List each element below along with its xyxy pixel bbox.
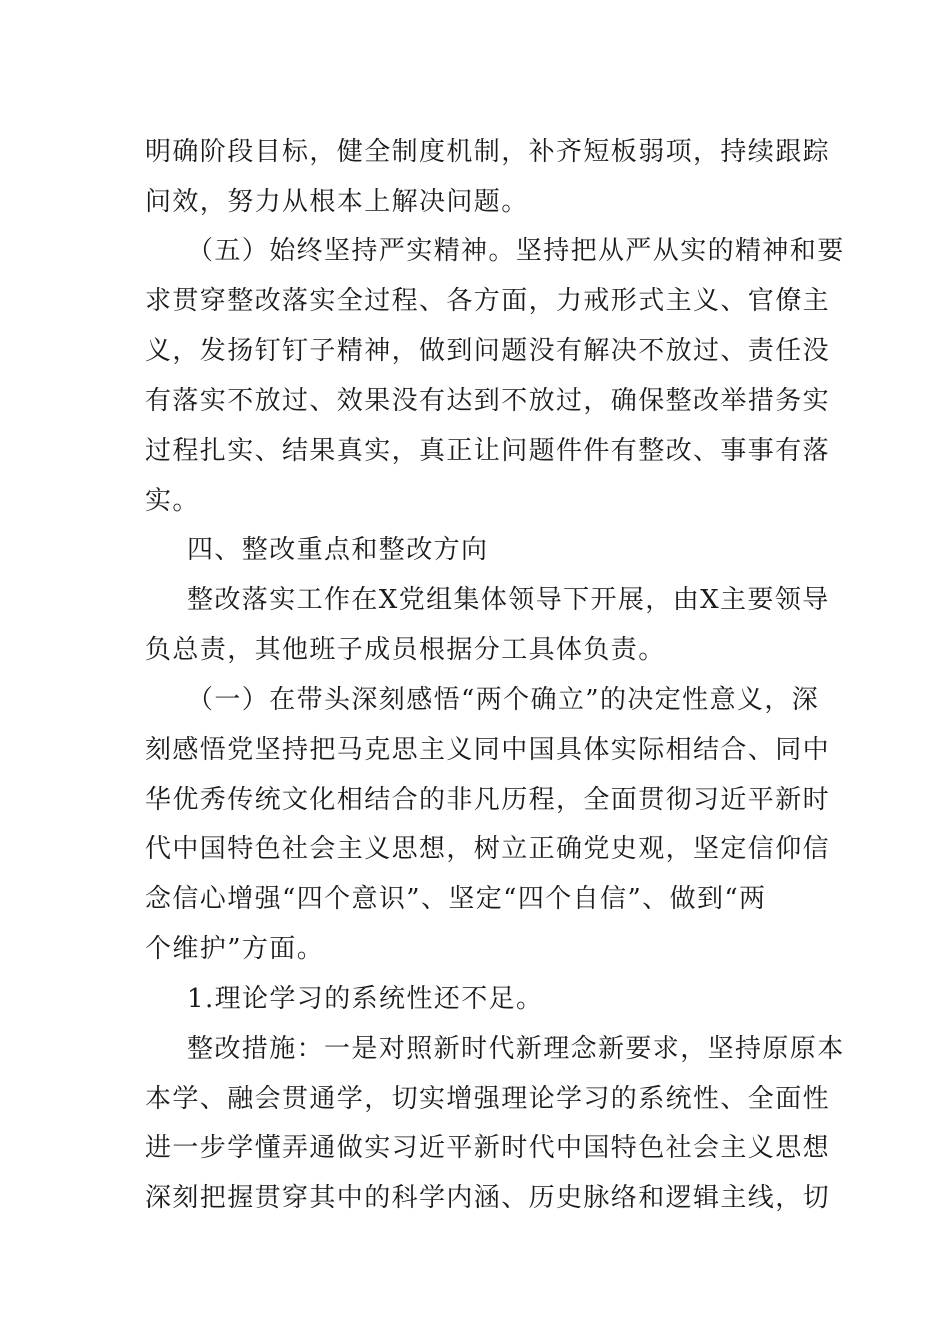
paragraph-line: 念信心增强“四个意识”、坚定“四个自信”、做到“两 — [145, 884, 767, 914]
paragraph-line: 本学、融会贯通学，切实增强理论学习的系统性、全面性 — [145, 1084, 831, 1114]
paragraph-line: 过程扎实、结果真实，真正让问题件件有整改、事事有落 — [145, 436, 831, 466]
paragraph-line: 问效，努力从根本上解决问题。 — [145, 187, 529, 217]
section-heading-five: （五）始终坚持严实精神。坚持把从严从实的精神和要 — [187, 236, 845, 266]
paragraph-line: 华优秀传统文化相结合的非凡历程，全面贯彻习近平新时 — [145, 785, 831, 815]
paragraph-line: 深刻把握贯穿其中的科学内涵、历史脉络和逻辑主线，切 — [145, 1183, 831, 1213]
paragraph-line: 整改落实工作在X党组集体领导下开展，由X主要领导 — [187, 585, 830, 615]
paragraph-line: 代中国特色社会主义思想，树立正确党史观，坚定信仰信 — [145, 834, 831, 864]
paragraph-line: 实。 — [145, 486, 200, 516]
paragraph-line: 义，发扬钉钉子精神，做到问题没有解决不放过、责任没 — [145, 336, 831, 366]
subsection-heading-one: （一）在带头深刻感悟“两个确立”的决定性意义，深 — [187, 685, 820, 715]
paragraph-line: 刻感悟党坚持把马克思主义同中国具体实际相结合、同中 — [145, 735, 831, 765]
paragraph-line: 求贯穿整改落实全过程、各方面，力戒形式主义、官僚主 — [145, 286, 831, 316]
paragraph-line: 整改措施：一是对照新时代新理念新要求，坚持原原本 — [187, 1034, 845, 1064]
paragraph-line: 负总责，其他班子成员根据分工具体负责。 — [145, 635, 666, 665]
item-heading-1: 1.理论学习的系统性还不足。 — [187, 984, 544, 1014]
paragraph-line: 明确阶段目标，健全制度机制，补齐短板弱项，持续跟踪 — [145, 137, 831, 167]
paragraph-line: 进一步学懂弄通做实习近平新时代中国特色社会主义思想 — [145, 1133, 831, 1163]
paragraph-line: 有落实不放过、效果没有达到不放过，确保整改举措务实 — [145, 386, 831, 416]
section-heading-four: 四、整改重点和整改方向 — [187, 535, 489, 565]
paragraph-line: 个维护”方面。 — [145, 934, 325, 964]
